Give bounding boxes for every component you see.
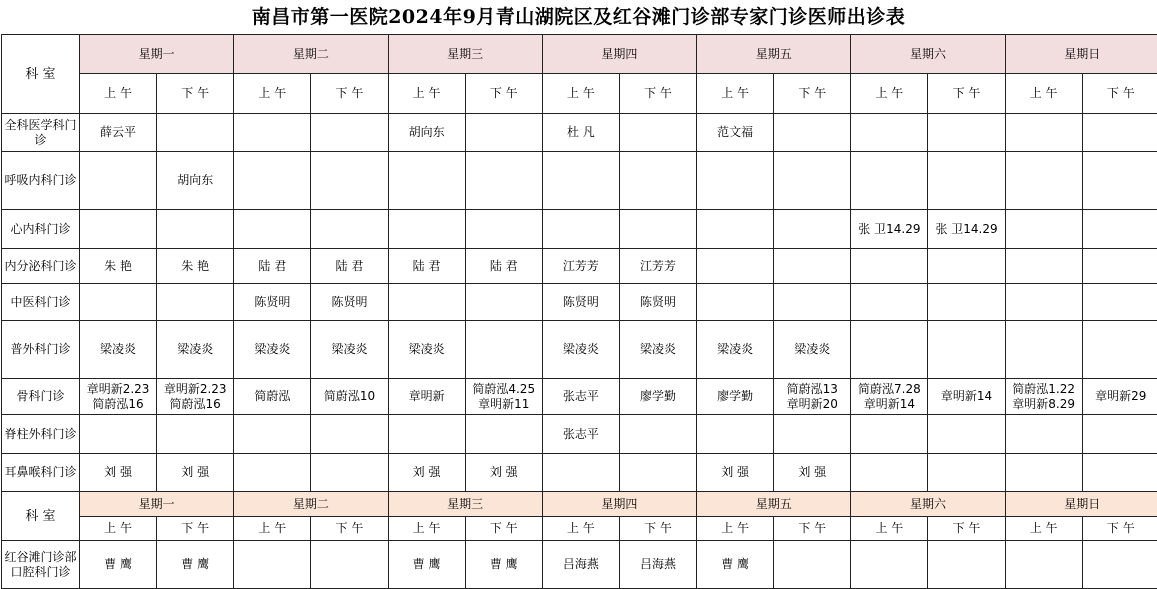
schedule-cell: 简蔚泓4.25 章明新11	[465, 379, 542, 415]
schedule-cell	[311, 114, 388, 152]
schedule-cell	[619, 114, 696, 152]
schedule-cell: 陈贤明	[542, 284, 619, 321]
dept-name: 红谷滩门诊部口腔科门诊	[2, 541, 80, 589]
schedule-cell	[697, 152, 774, 210]
schedule-cell	[465, 114, 542, 152]
hgt-pm-header: 下 午	[157, 517, 234, 541]
schedule-cell	[928, 415, 1005, 454]
qsh-am-header: 上 午	[697, 74, 774, 114]
hgt-am-header: 上 午	[80, 517, 157, 541]
schedule-cell	[1082, 321, 1157, 379]
schedule-cell	[774, 249, 851, 284]
dept-name: 普外科门诊	[2, 321, 80, 379]
qsh-day-header: 星期二	[234, 35, 388, 74]
schedule-cell: 吕海燕	[542, 541, 619, 589]
schedule-cell: 张志平	[542, 415, 619, 454]
qsh-row	[2, 210, 1157, 249]
qsh-day-header: 星期日	[1005, 35, 1157, 74]
schedule-cell	[1005, 415, 1082, 454]
dept-name: 脊柱外科门诊	[2, 415, 80, 454]
schedule-cell	[697, 284, 774, 321]
schedule-cell: 朱 艳	[80, 249, 157, 284]
schedule-cell: 梁凌炎	[80, 321, 157, 379]
schedule-cell	[619, 415, 696, 454]
schedule-cell	[1082, 152, 1157, 210]
schedule-cell	[542, 454, 619, 492]
schedule-cell	[774, 114, 851, 152]
qsh-pm-header: 下 午	[619, 74, 696, 114]
schedule-cell	[851, 321, 928, 379]
schedule-cell	[619, 454, 696, 492]
schedule-cell	[697, 210, 774, 249]
hgt-pm-header: 下 午	[774, 517, 851, 541]
schedule-cell	[928, 321, 1005, 379]
schedule-cell: 吕海燕	[619, 541, 696, 589]
schedule-cell: 胡向东	[388, 114, 465, 152]
schedule-cell: 梁凌炎	[619, 321, 696, 379]
schedule-cell: 简蔚泓1.22 章明新8.29	[1005, 379, 1082, 415]
qsh-day-header: 星期三	[388, 35, 542, 74]
schedule-cell	[928, 454, 1005, 492]
qsh-day-header: 星期四	[542, 35, 696, 74]
qsh-day-header: 星期一	[80, 35, 234, 74]
schedule-cell: 曹 鹰	[388, 541, 465, 589]
schedule-cell: 陆 君	[234, 249, 311, 284]
schedule-cell	[928, 152, 1005, 210]
schedule-cell	[851, 152, 928, 210]
schedule-cell	[928, 284, 1005, 321]
schedule-cell	[388, 210, 465, 249]
qsh-row	[2, 114, 1157, 152]
schedule-cell: 章明新14	[928, 379, 1005, 415]
schedule-cell: 梁凌炎	[388, 321, 465, 379]
schedule-cell	[157, 210, 234, 249]
schedule-cell: 江芳芳	[619, 249, 696, 284]
schedule-cell: 薛云平	[80, 114, 157, 152]
schedule-cell: 曹 鹰	[157, 541, 234, 589]
schedule-cell	[311, 454, 388, 492]
schedule-cell: 章明新2.23 简蔚泓16	[157, 379, 234, 415]
schedule-cell: 朱 艳	[157, 249, 234, 284]
schedule-cell	[542, 210, 619, 249]
hgt-am-header: 上 午	[542, 517, 619, 541]
hgt-day-header: 星期六	[851, 492, 1005, 517]
schedule-cell	[234, 210, 311, 249]
schedule-cell	[388, 284, 465, 321]
schedule-cell	[157, 415, 234, 454]
schedule-cell: 张 卫14.29	[928, 210, 1005, 249]
hgt-am-header: 上 午	[851, 517, 928, 541]
schedule-cell	[465, 152, 542, 210]
schedule-cell	[80, 415, 157, 454]
qsh-day-header: 星期五	[697, 35, 851, 74]
schedule-cell	[465, 415, 542, 454]
hgt-day-header: 星期一	[80, 492, 234, 517]
schedule-cell	[234, 415, 311, 454]
qsh-pm-header: 下 午	[465, 74, 542, 114]
schedule-cell	[1005, 114, 1082, 152]
schedule-cell: 刘 强	[774, 454, 851, 492]
qsh-row	[2, 249, 1157, 284]
qsh-am-header: 上 午	[542, 74, 619, 114]
hgt-day-header: 星期四	[542, 492, 696, 517]
schedule-cell: 曹 鹰	[697, 541, 774, 589]
hgt-day-header: 星期五	[697, 492, 851, 517]
qsh-row	[2, 284, 1157, 321]
schedule-cell	[851, 454, 928, 492]
schedule-cell: 章明新2.23 简蔚泓16	[80, 379, 157, 415]
qsh-am-header: 上 午	[1005, 74, 1082, 114]
schedule-cell	[774, 210, 851, 249]
schedule-cell	[80, 152, 157, 210]
qsh-pm-header: 下 午	[928, 74, 1005, 114]
schedule-cell	[234, 454, 311, 492]
schedule-cell: 梁凌炎	[311, 321, 388, 379]
schedule-table	[1, 34, 1157, 589]
schedule-cell: 陆 君	[311, 249, 388, 284]
schedule-cell: 曹 鹰	[465, 541, 542, 589]
schedule-cell	[697, 415, 774, 454]
qsh-am-header: 上 午	[851, 74, 928, 114]
schedule-cell	[388, 415, 465, 454]
dept-name: 心内科门诊	[2, 210, 80, 249]
schedule-cell: 陈贤明	[234, 284, 311, 321]
schedule-cell: 张 卫14.29	[851, 210, 928, 249]
schedule-cell: 廖学勤	[619, 379, 696, 415]
qsh-pm-header: 下 午	[774, 74, 851, 114]
schedule-cell	[697, 249, 774, 284]
schedule-cell	[619, 210, 696, 249]
schedule-cell: 刘 强	[697, 454, 774, 492]
schedule-cell: 陆 君	[388, 249, 465, 284]
hgt-pm-header: 下 午	[465, 517, 542, 541]
schedule-cell: 章明新29	[1082, 379, 1157, 415]
schedule-cell	[851, 249, 928, 284]
schedule-cell	[465, 210, 542, 249]
schedule-cell	[774, 284, 851, 321]
qsh-row	[2, 379, 1157, 415]
page-title: 南昌市第一医院2024年9月青山湖院区及红谷滩门诊部专家门诊医师出诊表	[0, 0, 1157, 34]
schedule-cell: 梁凌炎	[542, 321, 619, 379]
qsh-day-header: 星期六	[851, 35, 1005, 74]
schedule-cell	[1082, 284, 1157, 321]
hgt-pm-header: 下 午	[619, 517, 696, 541]
qsh-row	[2, 321, 1157, 379]
dept-name: 全科医学科门诊	[2, 114, 80, 152]
hgt-pm-header: 下 午	[1082, 517, 1157, 541]
schedule-cell	[774, 152, 851, 210]
qsh-row	[2, 152, 1157, 210]
hgt-pm-header: 下 午	[928, 517, 1005, 541]
qsh-pm-header: 下 午	[311, 74, 388, 114]
schedule-cell	[619, 152, 696, 210]
qsh-am-header: 上 午	[80, 74, 157, 114]
schedule-cell: 张志平	[542, 379, 619, 415]
qsh-pm-header: 下 午	[1082, 74, 1157, 114]
qsh-pm-header: 下 午	[157, 74, 234, 114]
schedule-cell	[465, 284, 542, 321]
schedule-cell	[774, 415, 851, 454]
hgt-am-header: 上 午	[388, 517, 465, 541]
schedule-cell	[928, 249, 1005, 284]
schedule-cell: 杜 凡	[542, 114, 619, 152]
qsh-am-header: 上 午	[234, 74, 311, 114]
hgt-am-header: 上 午	[234, 517, 311, 541]
schedule-cell	[234, 114, 311, 152]
schedule-cell	[1082, 454, 1157, 492]
schedule-cell	[1005, 210, 1082, 249]
schedule-cell: 廖学勤	[697, 379, 774, 415]
schedule-cell: 梁凌炎	[774, 321, 851, 379]
schedule-cell	[851, 114, 928, 152]
schedule-cell	[1082, 415, 1157, 454]
schedule-cell	[1005, 284, 1082, 321]
schedule-cell	[80, 284, 157, 321]
schedule-cell: 梁凌炎	[157, 321, 234, 379]
schedule-cell	[851, 284, 928, 321]
hgt-day-header: 星期日	[1005, 492, 1157, 517]
schedule-cell	[1005, 454, 1082, 492]
schedule-cell	[311, 415, 388, 454]
schedule-cell: 曹 鹰	[80, 541, 157, 589]
schedule-cell	[1005, 249, 1082, 284]
schedule-cell: 陈贤明	[619, 284, 696, 321]
hgt-am-header: 上 午	[1005, 517, 1082, 541]
schedule-cell: 刘 强	[465, 454, 542, 492]
schedule-cell: 陆 君	[465, 249, 542, 284]
schedule-cell	[1005, 321, 1082, 379]
schedule-cell	[851, 415, 928, 454]
qsh-row	[2, 415, 1157, 454]
dept-name: 骨科门诊	[2, 379, 80, 415]
schedule-cell: 刘 强	[388, 454, 465, 492]
schedule-cell: 章明新	[388, 379, 465, 415]
schedule-cell: 陈贤明	[311, 284, 388, 321]
schedule-cell	[465, 321, 542, 379]
qsh-am-header: 上 午	[388, 74, 465, 114]
schedule-cell: 江芳芳	[542, 249, 619, 284]
schedule-cell	[1005, 152, 1082, 210]
schedule-cell: 梁凌炎	[234, 321, 311, 379]
schedule-cell: 简蔚泓13 章明新20	[774, 379, 851, 415]
schedule-cell	[1082, 210, 1157, 249]
schedule-cell	[157, 284, 234, 321]
schedule-cell	[928, 114, 1005, 152]
hgt-day-header: 星期三	[388, 492, 542, 517]
schedule-cell	[311, 210, 388, 249]
dept-name: 中医科门诊	[2, 284, 80, 321]
schedule-cell: 简蔚泓10	[311, 379, 388, 415]
schedule-cell: 胡向东	[157, 152, 234, 210]
qsh-row	[2, 454, 1157, 492]
schedule-cell: 简蔚泓7.28 章明新14	[851, 379, 928, 415]
schedule-cell: 范文福	[697, 114, 774, 152]
dept-name: 耳鼻喉科门诊	[2, 454, 80, 492]
schedule-cell: 简蔚泓	[234, 379, 311, 415]
schedule-cell: 梁凌炎	[697, 321, 774, 379]
hgt-am-header: 上 午	[697, 517, 774, 541]
schedule-cell	[1082, 249, 1157, 284]
schedule-cell	[311, 152, 388, 210]
hgt-dept-header: 科 室	[2, 492, 80, 541]
schedule-cell	[80, 210, 157, 249]
hgt-pm-header: 下 午	[311, 517, 388, 541]
dept-name: 呼吸内科门诊	[2, 152, 80, 210]
schedule-cell: 刘 强	[80, 454, 157, 492]
schedule-cell	[1082, 114, 1157, 152]
dept-name: 内分泌科门诊	[2, 249, 80, 284]
hgt-day-header: 星期二	[234, 492, 388, 517]
schedule-cell	[234, 152, 311, 210]
schedule-cell	[388, 152, 465, 210]
schedule-cell	[157, 114, 234, 152]
qsh-dept-header: 科 室	[2, 35, 80, 114]
schedule-cell	[542, 152, 619, 210]
schedule-cell: 刘 强	[157, 454, 234, 492]
